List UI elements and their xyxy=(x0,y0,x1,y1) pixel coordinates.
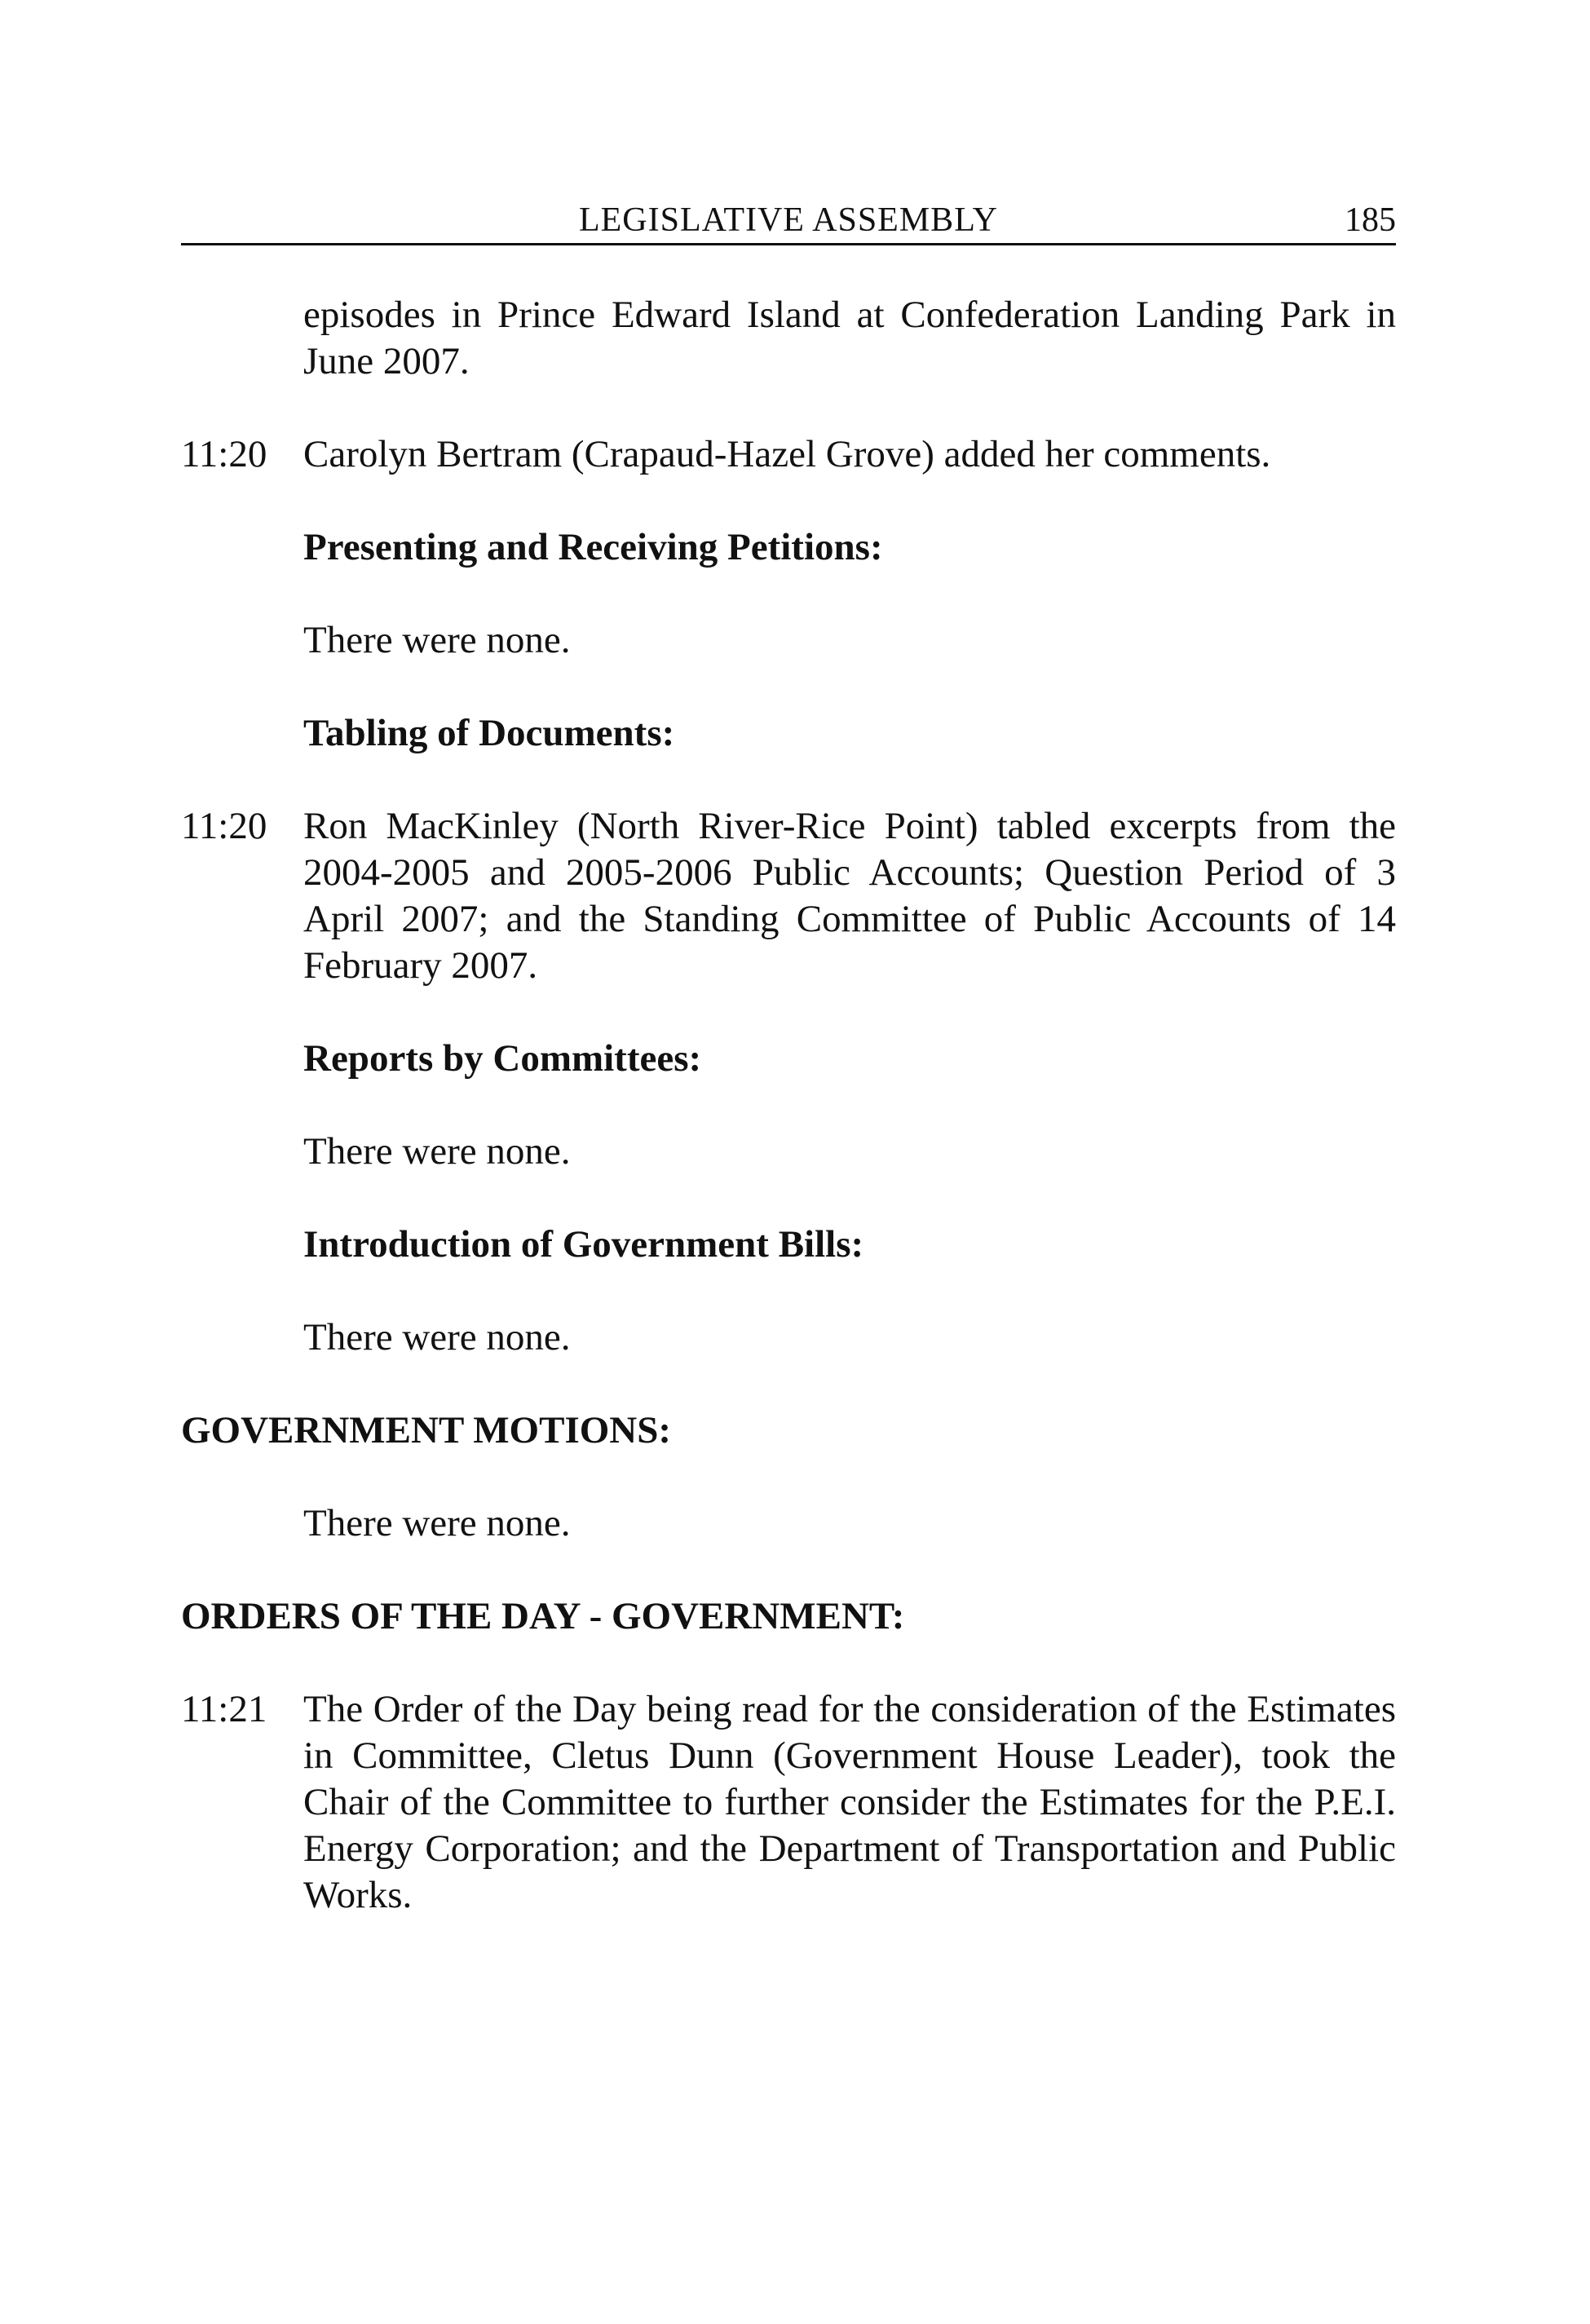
entry-orders xyxy=(181,1686,1396,1919)
entry-continuation xyxy=(181,292,1396,385)
petitions-text: There were none. xyxy=(303,619,571,661)
heading-reports: Reports by Committees: xyxy=(303,1037,702,1080)
heading-tabling: Tabling of Documents: xyxy=(303,712,675,754)
entry-text: Carolyn Bertram (Crapaud-Hazel Grove) added her comments. xyxy=(303,433,1271,475)
heading-petitions: Presenting and Receiving Petitions: xyxy=(303,526,883,568)
page-number: 185 xyxy=(1345,201,1396,239)
bills-text: There were none. xyxy=(303,1316,571,1359)
reports-text: There were none. xyxy=(303,1130,571,1173)
page-header xyxy=(181,201,1396,245)
entry-time: 11:20 xyxy=(181,805,267,847)
section-government-motions: GOVERNMENT MOTIONS: xyxy=(181,1409,672,1451)
motions-text: There were none. xyxy=(303,1502,571,1544)
heading-bills: Introduction of Government Bills: xyxy=(303,1223,864,1266)
entry-bertram xyxy=(181,431,1396,478)
header-title: LEGISLATIVE ASSEMBLY xyxy=(579,201,998,239)
entry-text: Ron MacKinley (North River-Rice Point) tabled excerpts from the 2004-2005 and 2005-2006 Public Accounts; Question Period of 3 April 2007; and the Standing Committee of Public Accounts of 14 February 2007. xyxy=(303,805,1396,987)
section-orders-of-the-day: ORDERS OF THE DAY - GOVERNMENT: xyxy=(181,1595,905,1637)
entry-time xyxy=(181,292,303,385)
entry-time: 11:21 xyxy=(181,1688,267,1730)
entry-text: The Order of the Day being read for the consideration of the Estimates in Committee, Cletus Dunn (Government House Leader), took the Chair of the Committee to further consider the Estimates for the P.E.I. Energy Corporation; and the Department of Transportation and Public Works. xyxy=(303,1688,1396,1916)
entry-text: episodes in Prince Edward Island at Confederation Landing Park in June 2007. xyxy=(303,294,1396,382)
entry-time: 11:20 xyxy=(181,433,267,475)
document-body xyxy=(181,292,1396,1965)
entry-mackinley xyxy=(181,803,1396,989)
